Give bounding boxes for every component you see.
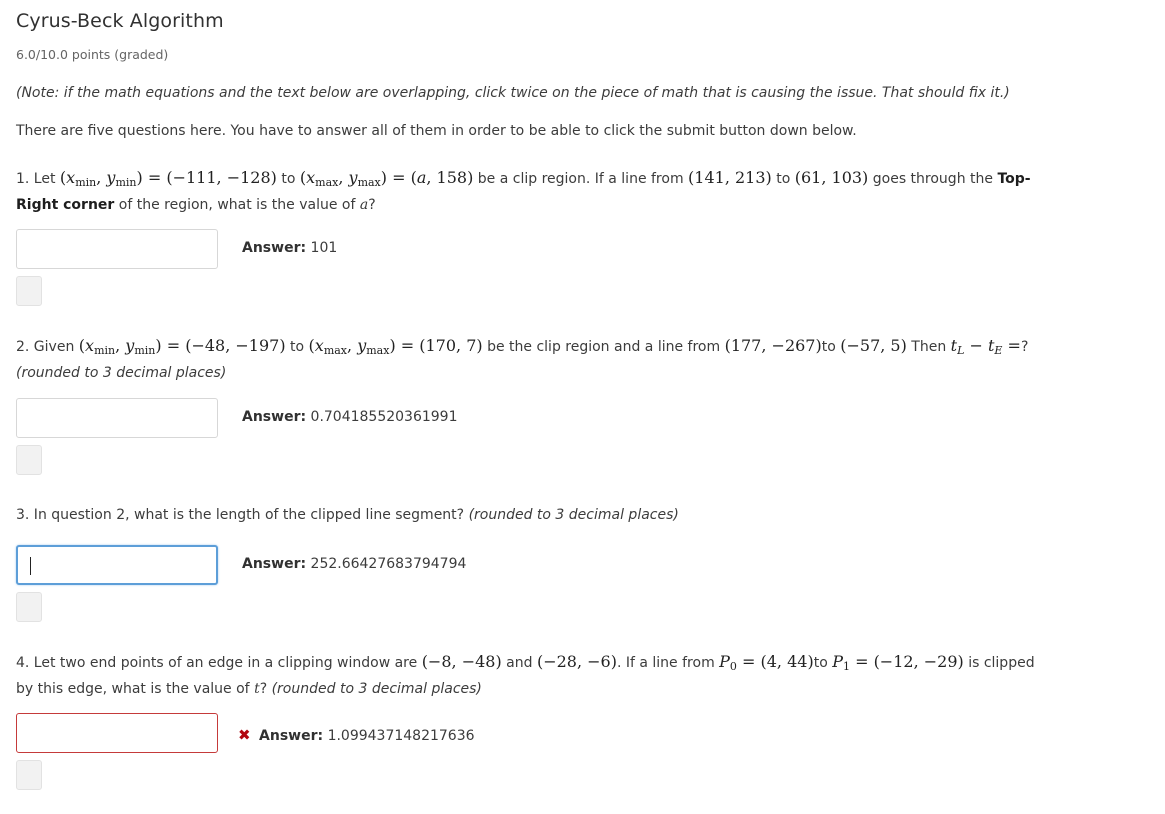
question-4-number: 4. xyxy=(16,655,30,671)
problem-title: Cyrus-Beck Algorithm xyxy=(16,10,224,32)
overlap-note: (Note: if the math equations and the text below are overlapping, click twice on the piece of math that is causing the issue. That should fix it.) xyxy=(16,85,1010,101)
answer-label: Answer: xyxy=(242,409,307,425)
text-cursor xyxy=(30,557,31,575)
cross-icon: ✖ xyxy=(238,726,251,744)
question-3-input[interactable] xyxy=(16,545,218,585)
question-3-text: 3. In question 2, what is the length of the clipped line segment? (rounded to 3 decimal places) xyxy=(16,507,679,523)
answer-label: Answer: xyxy=(242,240,307,256)
answer-value: 0.704185520361991 xyxy=(310,409,458,425)
question-3-check-button[interactable] xyxy=(16,592,42,622)
answer-value: 1.099437148217636 xyxy=(327,728,475,744)
question-4-answer xyxy=(238,726,475,744)
question-2-check-button[interactable] xyxy=(16,445,42,475)
answer-label: Answer: xyxy=(259,728,324,744)
problem-container xyxy=(16,10,1146,744)
question-1-check-button[interactable] xyxy=(16,276,42,306)
question-2-text: 2. Given ($x_{min}$, $y_{min}) = (-48$, −197) to ($x_{max}$, $y_{max}) = (170$, 7) be the clip region and a line from (177, −267)to (−57, 5) Then $t_L - t_E$ =? (rounded to 3 decimal places) xyxy=(16,336,1029,381)
question-1-number: 1. xyxy=(16,171,30,187)
answer-value: 101 xyxy=(310,240,338,256)
question-2-number: 2. xyxy=(16,339,30,355)
question-2-input[interactable] xyxy=(16,398,218,438)
question-4-check-button[interactable] xyxy=(16,760,42,790)
question-4-input[interactable] xyxy=(16,713,218,753)
points-status: 6.0/10.0 points (graded) xyxy=(16,47,169,62)
question-3-answer xyxy=(242,556,466,572)
answer-label: Answer: xyxy=(242,556,307,572)
intro-text: There are five questions here. You have to answer all of them in order to be able to click the submit button down below. xyxy=(16,123,857,139)
question-1-answer xyxy=(242,240,337,256)
question-1-input[interactable] xyxy=(16,229,218,269)
question-1-text: 1. Let ($x_{min}$, $y_{min}) = (-111$, −128) to ($x_{max}$, $y_{max}) = (a$, 158) be a clip region. If a line from (141, 213) to (61, 103) goes through the Top-Right corner of the region, what is the value of a? xyxy=(16,168,1031,213)
answer-value: 252.66427683794794 xyxy=(310,556,467,572)
question-2-answer xyxy=(242,409,458,425)
question-3-number: 3. xyxy=(16,507,30,523)
question-4-text: 4. Let two end points of an edge in a clipping window are (−8, −48) and (−28, −6). If a line from $P_0 = (4$, 44)to $P_1 = (-12$, −29) is clipped by this edge, what is the value of t? (rounded to 3 decimal places) xyxy=(16,652,1035,697)
